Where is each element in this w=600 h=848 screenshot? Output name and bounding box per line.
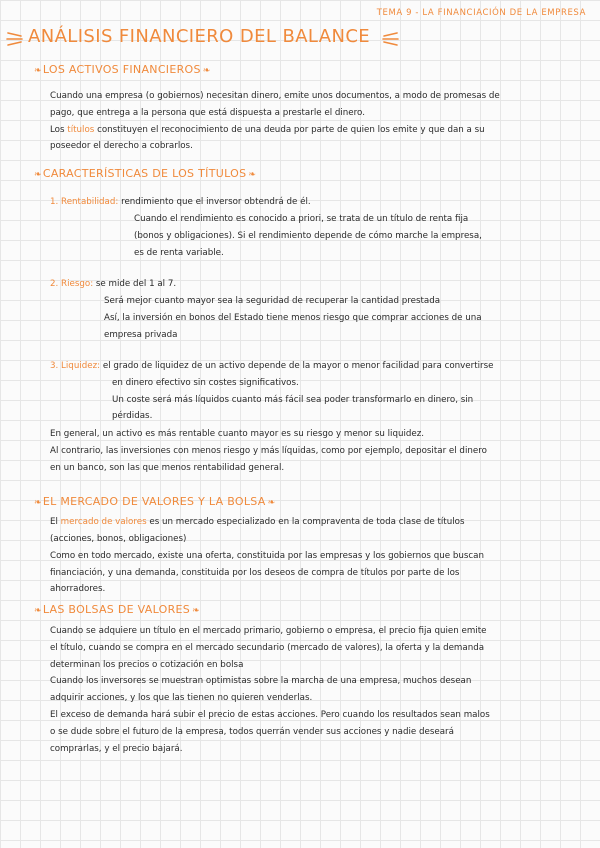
text-line: adquirir acciones, y los que las tienen no quieren venderlas. [50,693,313,703]
text-fragment: se mide del 1 al 7. [95,279,177,289]
leaf-right-icon: ❧ [267,498,276,508]
section-heading-text: CARACTERÍSTICAS DE LOS TÍTULOS [42,167,247,180]
leaf-right-icon: ❧ [202,66,211,76]
leaf-right-icon: ❧ [248,170,257,180]
text-line: pago, que entrega a la persona que está dispuesta a prestarle el dinero. [50,108,365,118]
text-fragment: constituyen el reconocimiento de una deuda por parte de quien los emite y que dan a su [97,125,485,135]
text-line: Cuando el rendimiento es conocido a priori, se trata de un título de renta fija [134,214,469,224]
text-line: Cuando una empresa (o gobiernos) necesitan dinero, emite unos documentos, a modo de promesas de [50,91,500,101]
text-line: en dinero efectivo sin costes significativos. [112,378,299,388]
text-fragment: es un mercado especializado en la compraventa de toda clase de títulos [149,517,465,527]
text-line: determinan los precios o cotización en bolsa [50,660,244,670]
section-heading-text: LOS ACTIVOS FINANCIEROS [42,63,201,76]
text-line [50,516,464,528]
text-fragment: rendimiento que el inversor obtendrá de él. [121,197,311,207]
text-line: Cuando los inversores se muestran optimistas sobre la marcha de una empresa, muchos desean [50,676,472,686]
text-line: es de renta variable. [134,248,224,258]
highlight-term: 3. Liquidez: [50,361,101,371]
text-line: financiación, y una demanda, constituida por los deseos de compra de títulos por parte de los [50,568,460,578]
title-left-dash-icon [6,26,28,52]
section-heading-mercado [34,495,275,508]
section-heading-text: LAS BOLSAS DE VALORES [42,603,191,616]
text-line: Un coste será más líquidos cuanto más fácil sea poder transformarlo en dinero, sin [112,395,474,405]
section-heading-bolsas [34,603,200,616]
text-line: el título, cuando se compra en el mercado secundario (mercado de valores), la oferta y la demanda [50,643,485,653]
text-fragment: el grado de liquidez de un activo depende de la mayor o menor facilidad para convertirse [102,361,494,371]
section-heading-caracteristicas [34,167,256,180]
text-fragment: El [50,517,58,527]
page-title: ANÁLISIS FINANCIERO DEL BALANCE [28,26,371,47]
highlight-term: 1. Rentabilidad: [50,197,119,207]
text-line: ahorradores. [50,584,106,594]
title-row [6,24,406,54]
text-line: empresa privada [104,330,178,340]
section-heading-activos [34,63,211,76]
text-line: Será mejor cuanto mayor sea la seguridad de recuperar la cantidad prestada [104,296,441,306]
topic-header: TEMA 9 - LA FINANCIACIÓN DE LA EMPRESA [376,8,586,18]
text-line: (bonos y obligaciones). Si el rendimiento depende de cómo marche la empresa, [134,231,482,241]
leaf-left-icon: ❧ [34,66,42,76]
text-line: o se dude sobre el futuro de la empresa, todos querrán vender sus acciones y nadie deseará [50,727,454,737]
list-item-liquidez [50,360,493,372]
title-right-dash-icon [378,26,400,52]
highlight-term: títulos [67,125,95,135]
highlight-term: 2. Riesgo: [50,279,94,289]
text-line: Cuando se adquiere un título en el mercado primario, gobierno o empresa, el precio fija quien emite [50,626,487,636]
section-heading-text: EL MERCADO DE VALORES Y LA BOLSA [42,495,266,508]
text-line: Como en todo mercado, existe una oferta, constituida por las empresas y los gobiernos que buscan [50,551,484,561]
leaf-right-icon: ❧ [192,606,200,616]
text-line: En general, un activo es más rentable cuanto mayor es su riesgo y menor su liquidez. [50,429,425,439]
list-item-riesgo [50,278,176,290]
text-fragment: Los [50,125,65,135]
text-line: poseedor el derecho a cobrarlos. [50,141,193,151]
leaf-left-icon: ❧ [34,606,42,616]
text-line: en un banco, son las que menos rentabilidad general. [50,463,285,473]
text-line: Al contrario, las inversiones con menos riesgo y más líquidas, como por ejemplo, depositar el dinero [50,446,487,456]
text-line: pérdidas. [112,411,153,421]
text-line: (acciones, bonos, obligaciones) [50,534,187,544]
text-line: comprarlas, y el precio bajará. [50,744,183,754]
text-line: Así, la inversión en bonos del Estado tiene menos riesgo que comprar acciones de una [104,313,482,323]
highlight-term: mercado de valores [60,517,147,527]
text-line [50,124,485,136]
leaf-left-icon: ❧ [34,498,42,508]
text-line: El exceso de demanda hará subir el precio de estas acciones. Pero cuando los resultados sean malos [50,710,490,720]
leaf-left-icon: ❧ [34,170,42,180]
list-item-rentabilidad [50,196,311,208]
